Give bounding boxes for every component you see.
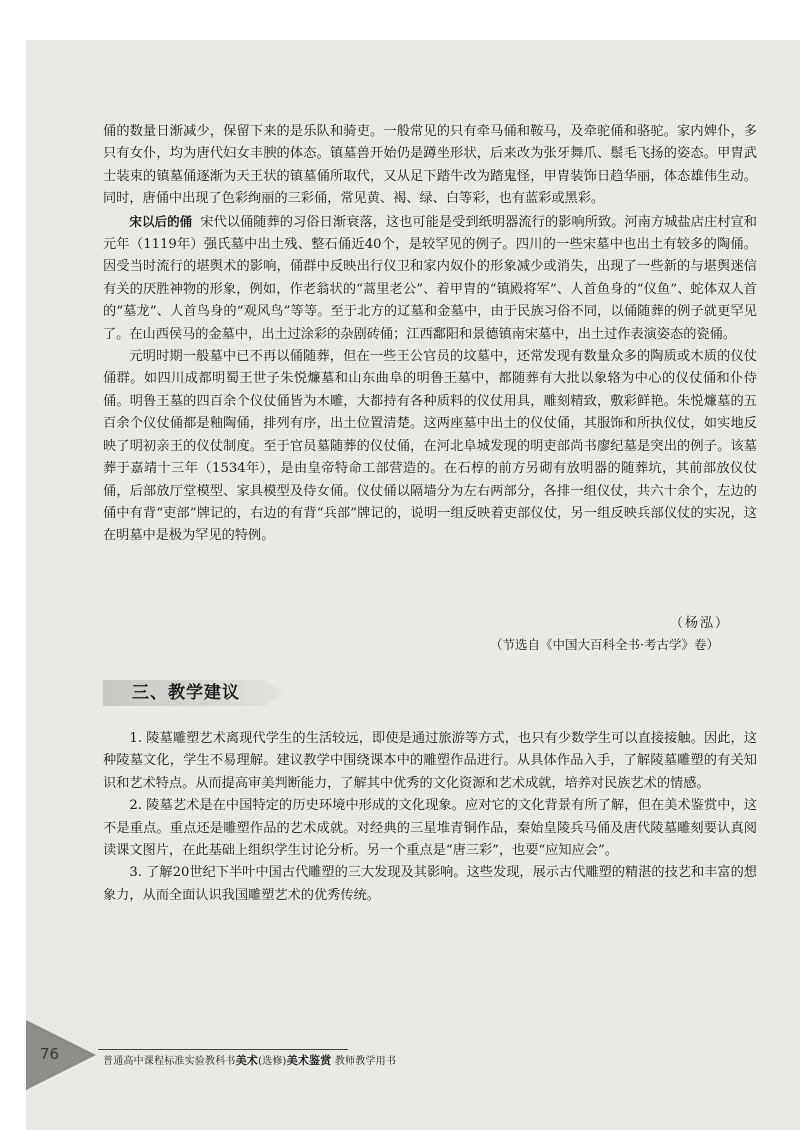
footer-suffix: 教师教学用书 [334,1056,397,1067]
footer-series: 普通高中课程标准实验教科书 [103,1056,236,1067]
footer-elective: (选修) [258,1056,287,1067]
footer-book-name: 美术鉴赏 [286,1054,332,1067]
paragraph-1: 俑的数量日渐减少，保留下来的是乐队和骑吏。一般常见的只有牵马俑和鞍马，及牵驼俑和骆驼。家内婢仆，多只有女仆，均为唐代妇女丰腴的体态。镇墓兽开始仍是蹲坐形状，后来改为张牙舞爪、鬃毛飞扬的姿态。甲胄武士装束的镇墓俑逐渐为天王状的镇墓俑所取代，又从足下踏牛改为踏鬼怪，甲胄装饰日趋华丽，体态雄伟生动。同时，唐俑中出现了色彩绚丽的三彩俑，常见黄、褐、绿、白等彩，也有蓝彩或黑彩。 [103,124,757,207]
paragraph-3: 元明时期一般墓中已不再以俑随葬，但在一些王公官员的坟墓中，还常发现有数量众多的陶质或木质的仪仗俑群。如四川成都明蜀王世子朱悦燫墓和山东曲阜的明鲁王墓中，都随葬有大批以象辂为中心的仪仗俑和仆侍俑。明鲁王墓的四百余个仪仗俑皆为木雕，大都持有各种质料的仪仗用具，雕刻精致，敷彩鲜艳。朱悦燫墓的五百余个仪仗俑都是釉陶俑，排列有序，出土位置清楚。这两座墓中出土的仪仗俑，其服饰和所执仪仗，如实地反映了明初亲王的仪仗制度。至于官员墓随葬的仪仗俑，在河北阜城发现的明吏部尚书廖纪墓是突出的例子。该墓葬于嘉靖十三年（1534年），是由皇帝特命工部营造的。在石椁的前方另砌有放明器的随葬坑，其前部放仪仗俑，后部放厅堂模型、家具模型及侍女俑。仪仗俑以隔墙分为左右两部分，各排一组仪仗，共六十余个，左边的俑中有背“吏部”牌记的，右边的有背“兵部”牌记的，说明一组反映着吏部仪仗，另一组反映兵部仪仗的实况，这在明墓中是极为罕见的特例。 [103,349,757,544]
suggestions-text [103,728,757,907]
page-corner-triangle [26,1020,96,1090]
page-number: 76 [40,1045,60,1063]
footer-book-title [103,1052,396,1068]
runin-heading: 宋以后的俑 [129,213,193,229]
paragraph-2 [103,211,757,346]
section-title: 三、教学建议 [132,683,240,703]
attribution-source: （节选自《中国大百科全书·考古学》卷） [490,637,719,652]
suggestion-3: 3. 了解20世纪下半叶中国古代雕塑的三大发现及其影响。这些发现，展示古代雕塑的精湛的技艺和丰富的想象力，从而全面认识我国雕塑艺术的优秀传统。 [103,865,757,903]
suggestion-1: 1. 陵墓雕塑艺术离现代学生的生活较远，即使是通过旅游等方式，也只有少数学生可以直接接触。因此，这种陵墓文化，学生不易理解。建议教学中围绕课本中的雕塑作品进行。从具体作品入手，了解陵墓雕塑的有关知识和艺术特点。从而提高审美判断能力，了解其中优秀的文化资源和艺术成就，培养对民族艺术的情感。 [103,731,757,791]
footer-rule [98,1049,348,1050]
footer-subject: 美术 [235,1054,259,1067]
body-text [103,121,757,548]
suggestion-2: 2. 陵墓艺术是在中国特定的历史环境中形成的文化现象。应对它的文化背景有所了解，但在美术鉴赏中，这不是重点。重点还是雕塑作品的艺术成就。对经典的三星堆青铜作品，秦始皇陵兵马俑及唐代陵墓雕刻要认真阅读课文图片，在此基础上组织学生讨论分析。另一个重点是“唐三彩”，也要“应知应会”。 [103,798,757,859]
attribution-author: （杨泓） [670,616,731,631]
paragraph-2-text: 宋代以俑随葬的习俗日渐衰落，这也可能是受到纸明器流行的影响所致。河南方城盐店庄村宣和元年（1119年）强氏墓中出土残、整石俑近40个，是较罕见的例子。四川的一些宋墓中也出土有较多的陶俑。因受当时流行的堪舆术的影响，俑群中反映出行仪卫和家内奴仆的形象减少或消失，出现了一些新的与堪舆迷信有关的厌胜神物的形象，例如，作老翁状的“蒿里老公”、着甲胄的“镇殿将军”、人首鱼身的“仪鱼”、蛇体双人首的“墓龙”、人首鸟身的“观风鸟”等等。至于北方的辽墓和金墓中，由于民族习俗不同，以俑随葬的例子就更罕见了。在山西侯马的金墓中，出土过涂彩的杂剧砖俑；江西鄱阳和景德镇南宋墓中，出土过作表演姿态的瓷俑。 [103,214,757,342]
